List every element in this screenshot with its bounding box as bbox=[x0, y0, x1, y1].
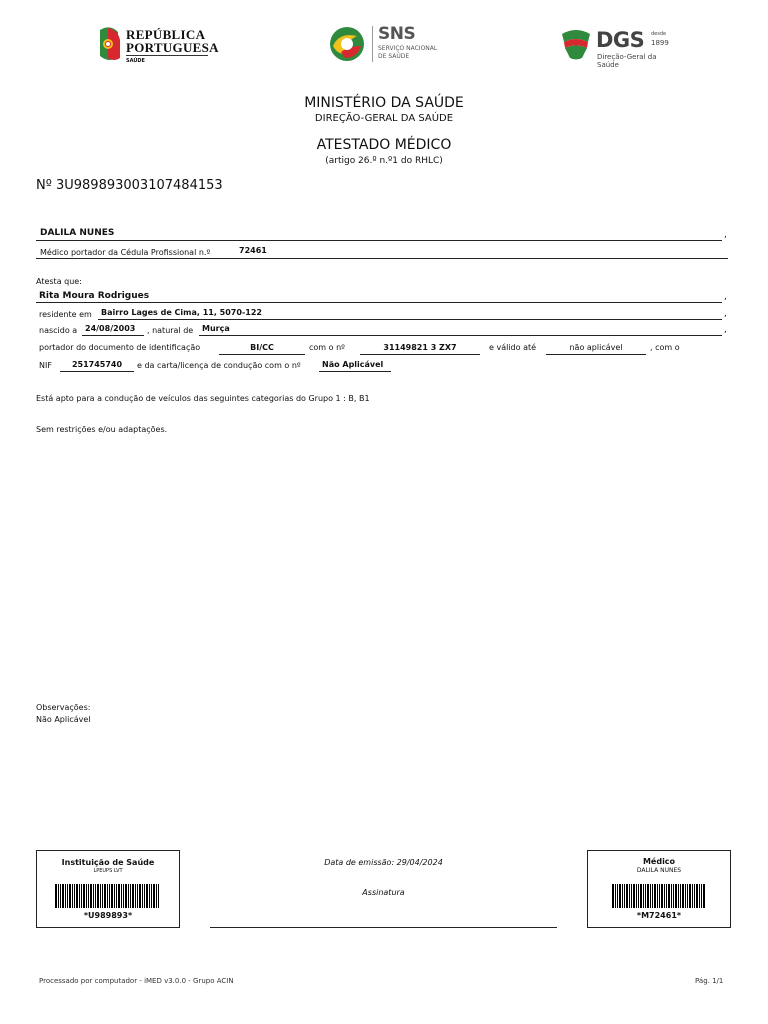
dgs-logo bbox=[560, 28, 675, 69]
valid-until: não aplicável bbox=[569, 343, 623, 352]
apto-text: Está apto para a condução de veículos das seguintes categorias do Grupo 1 : B, B1 bbox=[36, 394, 370, 403]
portador-label: portador do documento de identificação bbox=[39, 343, 201, 352]
observacoes-label: Observações: bbox=[36, 703, 91, 712]
sns-swirl-icon bbox=[327, 24, 367, 64]
natural-label: , natural de bbox=[147, 326, 194, 335]
natural-line bbox=[199, 335, 722, 336]
patient-name: Rita Moura Rodrigues bbox=[39, 291, 150, 301]
birth-date-line bbox=[82, 335, 144, 336]
nif-line bbox=[60, 371, 134, 372]
restricoes-text: Sem restrições e/ou adaptações. bbox=[36, 425, 168, 434]
document-number: Nº 3U989893003107484153 bbox=[36, 178, 223, 193]
address-line bbox=[98, 319, 722, 320]
institution-subtitle: LPEUPS LVT bbox=[93, 868, 123, 874]
institution-code: *U989893* bbox=[83, 911, 133, 920]
natural-place: Murça bbox=[202, 324, 230, 333]
sns-line-2: DE SAÚDE bbox=[378, 53, 410, 60]
rp-line-3: SAÚDE bbox=[126, 58, 145, 64]
license-line bbox=[319, 371, 391, 372]
comma: , bbox=[724, 292, 727, 302]
doctor-box-title: Médico bbox=[642, 857, 676, 866]
flag-emblem-icon bbox=[96, 26, 122, 62]
nif-label: NIF bbox=[39, 361, 52, 370]
ministry-title: MINISTÉRIO DA SAÚDE bbox=[304, 95, 464, 111]
cedula-label: Médico portador da Cédula Profissional n.º bbox=[40, 248, 211, 257]
license-value: Não Aplicável bbox=[322, 360, 384, 369]
rp-line-2: PORTUGUESA bbox=[126, 40, 219, 55]
patient-address: Bairro Lages de Cima, 11, 5070-122 bbox=[101, 308, 262, 317]
signature-label: Assinatura bbox=[362, 888, 405, 897]
republica-portuguesa-logo bbox=[96, 26, 219, 66]
dgs-year: 1899 bbox=[651, 39, 669, 47]
institution-box bbox=[36, 850, 180, 928]
id-number: 31149821 3 ZX7 bbox=[383, 343, 457, 352]
sns-title: SNS bbox=[378, 24, 416, 44]
dgs-title: DGS bbox=[596, 28, 645, 52]
patient-name-line bbox=[36, 302, 722, 303]
dgs-emblem-icon bbox=[560, 28, 592, 60]
institution-barcode bbox=[55, 884, 161, 908]
comma: , bbox=[724, 325, 727, 335]
birth-date: 24/08/2003 bbox=[85, 324, 136, 333]
sns-logo bbox=[327, 24, 447, 66]
id-type: BI/CC bbox=[250, 343, 274, 352]
com-o-label: com o nº bbox=[309, 343, 345, 352]
article-reference: (artigo 26.º n.º1 do RHLC) bbox=[325, 156, 443, 166]
directorate-title: DIREÇÃO-GERAL DA SAÚDE bbox=[314, 113, 454, 124]
rp-line-1: REPÚBLICA bbox=[126, 27, 206, 42]
doctor-barcode bbox=[612, 884, 706, 908]
sns-divider bbox=[372, 26, 373, 62]
rp-divider bbox=[126, 55, 208, 56]
signature-line bbox=[210, 927, 557, 928]
doctor-box bbox=[587, 850, 731, 928]
residente-label: residente em bbox=[39, 310, 92, 319]
nascido-label: nascido a bbox=[39, 326, 78, 335]
cedula-number: 72461 bbox=[239, 246, 267, 255]
doctor-name-line bbox=[36, 240, 722, 241]
page-number: Pág. 1/1 bbox=[695, 977, 724, 985]
comma: , bbox=[724, 230, 727, 240]
document-title: ATESTADO MÉDICO bbox=[316, 137, 452, 153]
carta-label: e da carta/licença de condução com o nº bbox=[137, 361, 301, 370]
dgs-since: desde bbox=[651, 31, 667, 37]
observacoes-value: Não Aplicável bbox=[36, 715, 91, 724]
doctor-name: DALILA NUNES bbox=[40, 228, 115, 238]
emission-date: Data de emissão: 29/04/2024 bbox=[324, 858, 443, 867]
dgs-subtitle: Direção-Geral da Saúde bbox=[597, 53, 657, 69]
valid-until-line bbox=[546, 354, 646, 355]
valido-label: e válido até bbox=[489, 343, 537, 352]
processed-note: Processado por computador - iMED v3.0.0 - Grupo ACIN bbox=[39, 977, 234, 985]
institution-title: Instituição de Saúde bbox=[61, 858, 155, 867]
cedula-line bbox=[36, 258, 728, 259]
atesta-label: Atesta que: bbox=[36, 277, 82, 286]
comma: , bbox=[724, 309, 727, 319]
nif-value: 251745740 bbox=[71, 360, 123, 369]
id-number-line bbox=[360, 354, 480, 355]
com-o-end: , com o bbox=[650, 343, 680, 352]
id-type-line bbox=[219, 354, 305, 355]
doctor-box-subtitle: DALILA NUNES bbox=[636, 867, 682, 874]
sns-line-1: SERVIÇO NACIONAL bbox=[378, 45, 438, 52]
doctor-code: *M72461* bbox=[636, 911, 682, 920]
